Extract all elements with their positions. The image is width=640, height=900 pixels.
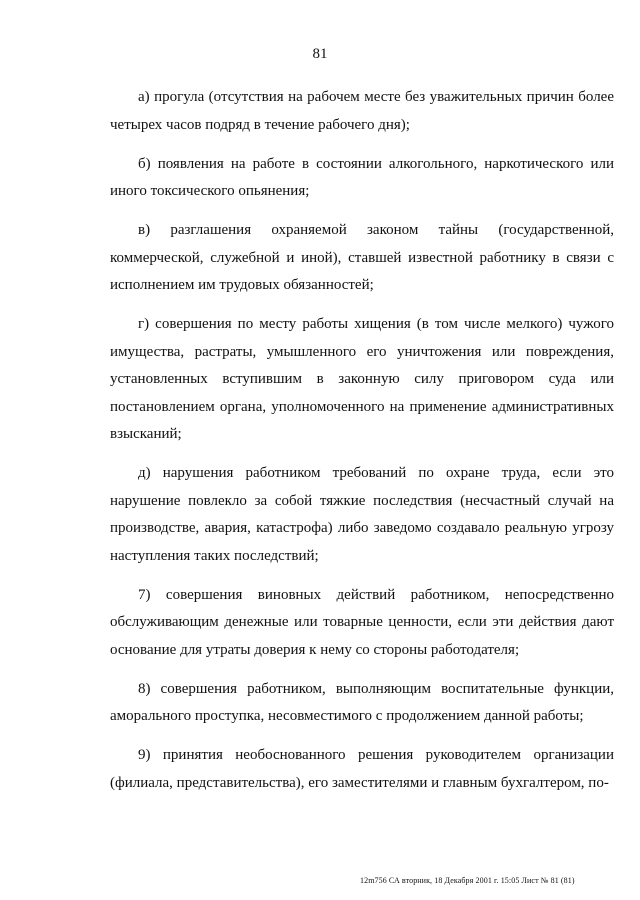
paragraph-a-absence: а) прогула (отсутствия на рабочем месте без уважительных причин более четырех часов подряд в течение рабочего дня); — [110, 89, 614, 133]
paragraph-g-theft: г) совершения по месту работы хищения (в том числе мелкого) чужого имущества, растраты, умышленного его уничтожения или повреждения, установленных вступившим в законную силу приговором суда или постановлением органа, уполномоченного на применение административных взысканий; — [110, 316, 614, 442]
document-body — [110, 84, 614, 809]
paragraph-8-immoral: 8) совершения работником, выполняющим воспитательные функции, аморального проступка, несовместимого с продолжением данной работы; — [110, 680, 614, 724]
paragraph-d-safety: д) нарушения работником требований по охране труда, если это нарушение повлекло за собой тяжкие последствия (несчастный случай на производстве, авария, катастрофа) либо заведомо создавало реальную угрозу наступления таких последствий; — [110, 465, 614, 564]
paragraph-b-intoxication: б) появления на работе в состоянии алкогольного, наркотического или иного токсического опьянения; — [110, 155, 614, 199]
page-footer: 12m756 СА вторник, 18 Декабря 2001 г. 15:05 Лист № 81 (81) — [360, 876, 575, 885]
paragraph-9-decision: 9) принятия необоснованного решения руководителем организации (филиала, представительства), его заместителями и главным бухгалтером, по- — [110, 747, 614, 791]
page-number: 81 — [312, 46, 328, 62]
paragraph-7-trust: 7) совершения виновных действий работником, непосредственно обслуживающим денежные или товарные ценности, если эти действия дают основание для утраты доверия к нему со стороны работодателя; — [110, 586, 614, 658]
paragraph-v-secrets: в) разглашения охраняемой законом тайны (государственной, коммерческой, служебной и иной), ставшей известной работнику в связи с исполнением им трудовых обязанностей; — [110, 222, 614, 293]
